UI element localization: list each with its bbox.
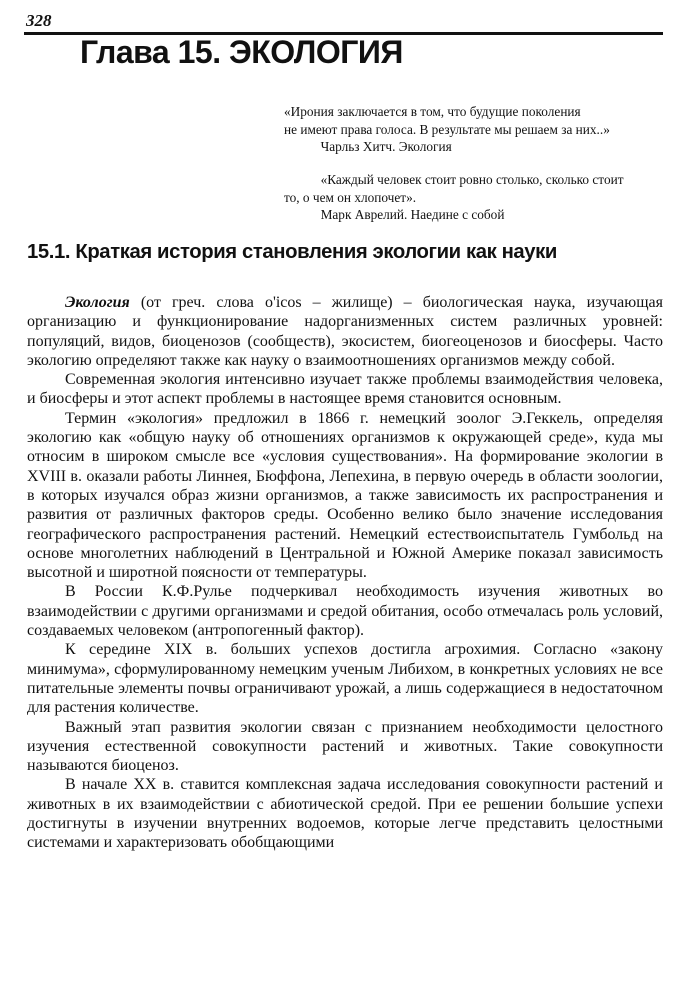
page-number: 328: [26, 11, 52, 30]
paragraph: Современная экология интенсивно изучает также проблемы взаимодействия человека, и биосферы и этот аспект проблемы в настоящее время становится основным.: [27, 371, 663, 408]
paragraph: К середине XIX в. больших успехов достигла агрохимия. Согласно «закону минимума», сформулированному немецким ученым Либихом, в конкретных условиях не все питательные элементы почвы ограничивают урожай, а лишь содержащиеся в недостаточном для растения количестве.: [27, 641, 663, 717]
epigraph-line: не имеют права голоса. В результате мы решаем за них..»: [284, 121, 610, 137]
chapter-title: Глава 15. ЭКОЛОГИЯ: [80, 34, 403, 70]
paragraph: В России К.Ф.Рулье подчеркивал необходимость изучения животных во взаимодействии с другими организмами и средой обитания, особо отмечалась роль условий, создаваемых человеком (антропогенный фактор).: [27, 583, 663, 640]
epigraph-line: «Каждый человек стоит ровно столько, сколько стоит: [284, 172, 624, 187]
paragraph: [27, 293, 663, 370]
epigraph-line: то, о чем он хлопочет».: [284, 189, 417, 205]
paragraph: Важный этап развития экологии связан с признанием необходимости целостного изучения естественной совокупности растений и животных. Такие совокупности называются биоценоз.: [27, 718, 663, 775]
epigraph-author: Марк Аврелий. Наедине с собой: [284, 207, 505, 222]
paragraph-text: (от греч. слова o'icos – жилище) – биологическая наука, изучающая организацию и функционирование надорганизменных систем различных уровней: популяций, видов, биоценозов (сообществ), экосистем, биогеоценозов и биосферы. Часто экологию определяют также как науку о взаимоотношениях организмов между собой.: [27, 294, 663, 369]
paragraph: В начале XX в. ставится комплексная задача исследования совокупности растений и животных в их взаимодействии с абиотической средой. При ее решении большие успехи достигнуты в изучении внутренних водоемов, которые легче представить целостными системами и характеризовать обобщающими: [27, 776, 663, 852]
epigraph-author: Чарльз Хитч. Экология: [284, 139, 452, 154]
epigraph-line: «Ирония заключается в том, что будущие поколения: [284, 104, 581, 119]
paragraph: Термин «экология» предложил в 1866 г. немецкий зоолог Э.Геккель, определяя экологию как «общую науку об отношениях организмов к окружающей среде», куда мы относим в широком смысле все «условия существования». На формирование экологии в XVIII в. оказали работы Линнея, Бюффона, Лепехина, в первую очередь в области зоологии, в которых изучался образ жизни организмов, а также зависимость их распространения и развития от различных факторов среды. Особенно велико было значение исследования географического распространения растений. Немецкий естествоиспытатель Гумбольд на основе многолетних наблюдений в Центральной и Южной Америке показал зависимость высотной и широтной поясности от температуры.: [27, 409, 663, 582]
section-title: 15.1. Краткая история становления экологии как науки: [27, 241, 557, 263]
term-ecology: Экология: [65, 294, 130, 311]
body-text: [27, 293, 663, 853]
epigraph-1: [284, 103, 610, 156]
epigraph-2: [284, 171, 624, 224]
